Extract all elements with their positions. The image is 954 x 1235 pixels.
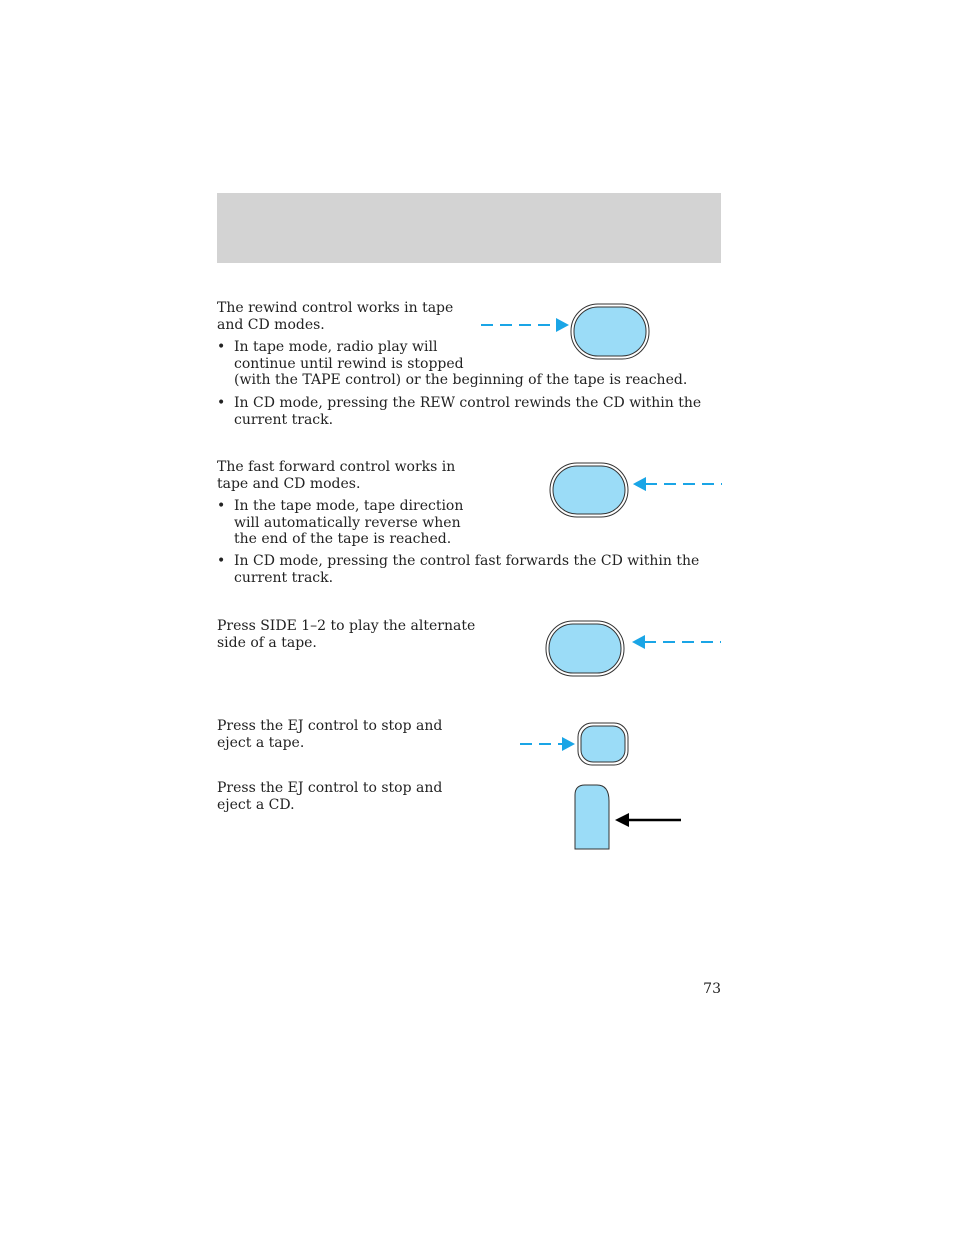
side-pointer-arrowhead: [632, 635, 645, 649]
fast-forward-button-face: [553, 466, 625, 514]
side-button-face: [549, 624, 621, 673]
rewind-intro: The rewind control works in tape and CD modes.: [217, 300, 454, 333]
side-button-illustration: [543, 619, 724, 679]
rewind-button-illustration: [478, 301, 653, 363]
eject-cd-button-face: [575, 785, 609, 849]
side-intro: Press SIDE 1–2 to play the alternate side of a tape.: [217, 618, 476, 651]
eject-tape-button-face: [581, 726, 625, 762]
eject-cd-pointer-arrowhead: [615, 813, 629, 827]
eject-tape-button-illustration: [517, 720, 631, 768]
rewind-button-face: [574, 307, 646, 356]
fast-forward-button-illustration: [548, 460, 724, 520]
eject-tape-intro: Press the EJ control to stop and eject a tape.: [217, 718, 443, 751]
rewind-pointer-arrowhead: [556, 318, 569, 332]
section-header-band: [217, 193, 721, 263]
eject-cd-intro: Press the EJ control to stop and eject a CD.: [217, 780, 443, 813]
eject-cd-button-illustration: [572, 783, 684, 853]
fast-forward-intro: The fast forward control works in tape and CD modes.: [217, 459, 456, 492]
fast-forward-pointer-arrowhead: [633, 477, 646, 491]
page-number: 73: [703, 981, 721, 997]
eject-tape-pointer-arrowhead: [562, 737, 575, 751]
